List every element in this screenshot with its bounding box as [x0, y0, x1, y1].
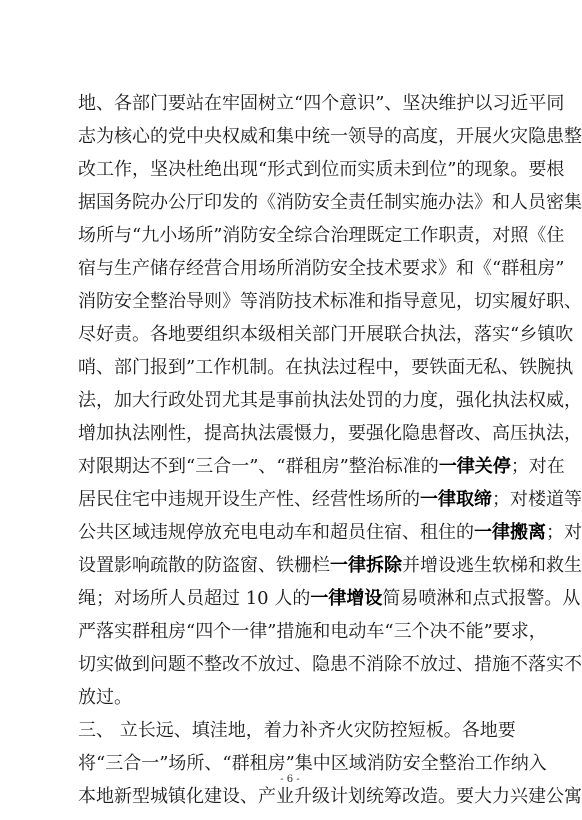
text-line — [78, 417, 582, 450]
text-run: 严落实群租房“四个一律”措施和电动车“三个决不能”要求， — [78, 621, 547, 642]
text-run: 增加执法刚性，提高执法震慑力，要强化隐患督改、高压执法， — [78, 423, 582, 444]
text-line — [78, 516, 582, 549]
text-run: 公共区域违规停放充电电动车和超员住宿、租住的 — [78, 522, 474, 543]
text-run: 设置影响疏散的防盗窗、铁栅栏 — [78, 555, 330, 576]
emphasized-text: 一律取缔 — [420, 489, 492, 510]
emphasized-text: 一律搬离 — [474, 522, 546, 543]
text-run: 据国务院办公厅印发的《消防安全责任制实施办法》和人员密集 — [78, 192, 582, 213]
text-run: ；对楼道等 — [492, 489, 582, 510]
text-line — [78, 87, 565, 120]
text-line — [78, 582, 581, 615]
text-line — [78, 153, 565, 186]
text-run: 消防安全整治导则》等消防技术标准和指导意见，切实履好职、 — [78, 291, 582, 312]
text-run: 对限期达不到“三合一”、“群租房”整治标准的 — [78, 456, 439, 477]
page-number: - 6 - — [280, 774, 300, 785]
text-line — [78, 186, 582, 219]
text-run: 哨、部门报到”工作机制。在执法过程中，要铁面无私、铁腕执 — [78, 357, 574, 378]
text-run: ；对在 — [510, 456, 565, 477]
text-line — [78, 120, 582, 153]
text-run: 并增设逃生软梯和救生 — [402, 555, 582, 576]
text-line — [78, 549, 582, 582]
text-line — [78, 351, 574, 384]
text-run: 志为核心的党中央权威和集中统一领导的高度，开展火灾隐患整 — [78, 126, 582, 147]
text-line — [78, 681, 518, 714]
text-run: 绳；对场所人员超过 10 人的 — [78, 588, 311, 609]
text-run: 三、 立长远、填洼地，着力补齐火灾防控短板。各地要 — [78, 720, 516, 741]
text-line — [78, 285, 582, 318]
text-run: 本地新型城镇化建设、产业升级计划统筹改造。要大力兴建公寓 — [78, 786, 582, 807]
text-run: 宿与生产储存经营合用场所消防安全技术要求》和《“群租房” — [78, 258, 565, 279]
emphasized-text: 一律拆除 — [330, 555, 402, 576]
text-line — [78, 483, 582, 516]
text-run: 地、各部门要站在牢固树立“四个意识”、坚决维护以习近平同 — [78, 93, 565, 114]
text-line — [78, 615, 547, 648]
text-run: 尽好责。各地要组织本级相关部门开展联合执法，落实“乡镇吹 — [78, 324, 574, 345]
text-run: 法，加大行政处罚尤其是事前执法处罚的力度，强化执法权威， — [78, 390, 582, 411]
text-run: 简易喷淋和点式报警。从 — [382, 588, 581, 609]
emphasized-text: 一律增设 — [310, 588, 383, 609]
text-run: ；对 — [546, 522, 582, 543]
text-run: 居民住宅中违规开设生产性、经营性场所的 — [78, 489, 420, 510]
text-run: 放过。 — [78, 687, 132, 708]
text-line — [78, 219, 565, 252]
text-run: 将“三合一”场所、“群租房”集中区域消防安全整治工作纳入 — [78, 753, 547, 774]
text-run: 切实做到问题不整改不放过、隐患不消除不放过、措施不落实不 — [78, 654, 582, 675]
emphasized-text: 一律关停 — [438, 456, 511, 477]
text-line — [78, 714, 518, 747]
text-line — [78, 318, 574, 351]
text-line — [78, 450, 565, 483]
text-run: 改工作，坚决杜绝出现“形式到位而实质未到位”的现象。要根 — [78, 159, 565, 180]
text-line — [78, 384, 582, 417]
text-run: 场所与“九小场所”消防安全综合治理既定工作职责，对照《住 — [78, 225, 565, 246]
text-line — [78, 252, 565, 285]
body-text — [78, 87, 582, 813]
text-line — [78, 648, 582, 681]
